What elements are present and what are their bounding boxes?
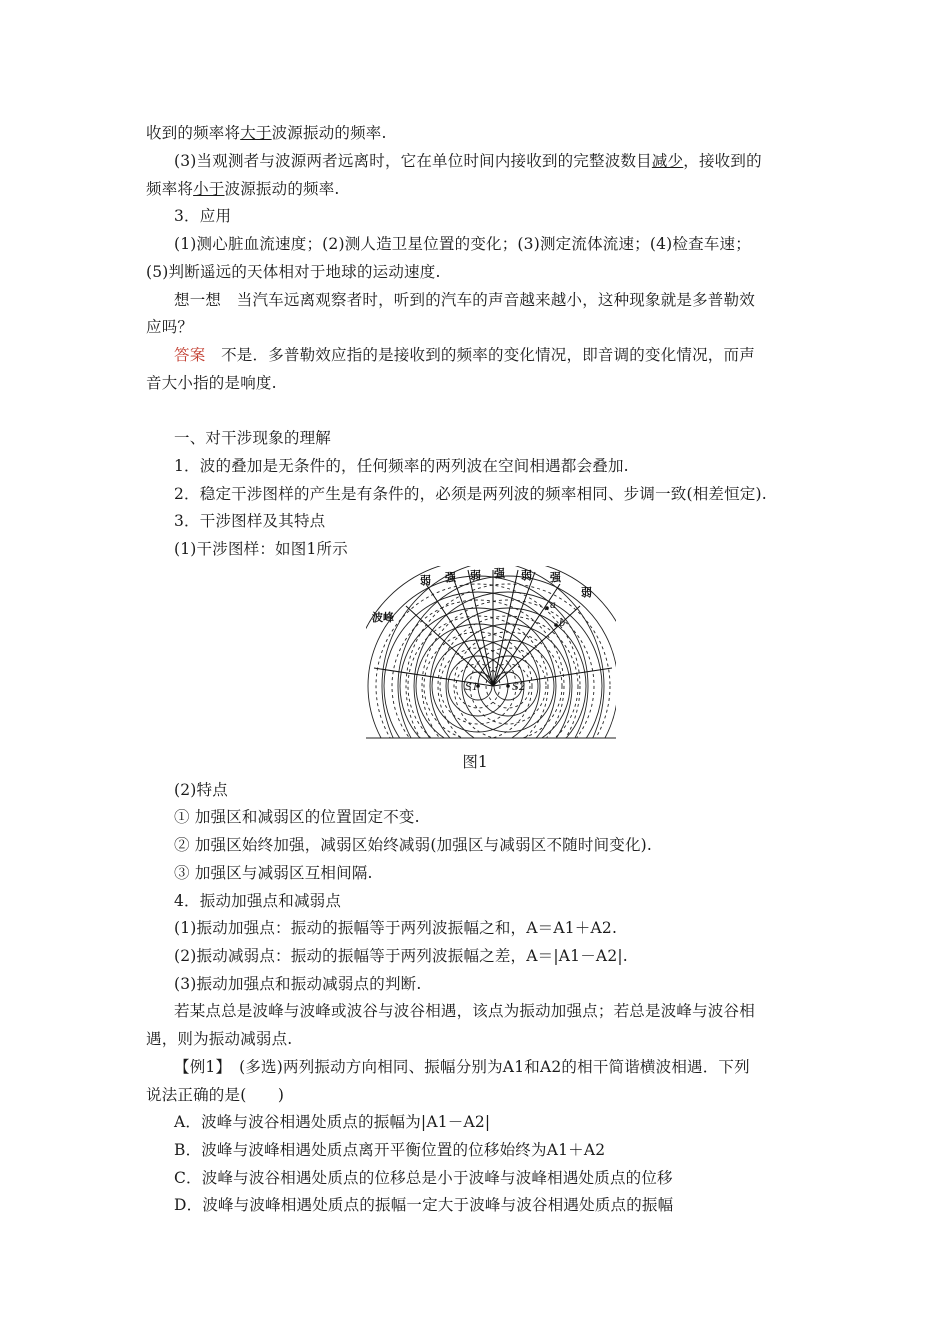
label-weak: 弱 [521, 569, 532, 582]
point-2: 2．稳定干涉图样的产生是有条件的，必须是两列波的频率相同、步调一致(相差恒定). [174, 485, 767, 503]
example-1-cont: 说法正确的是( ) [146, 1086, 285, 1104]
label-strong: 强 [445, 571, 456, 584]
option-d: D．波峰与波峰相遇处质点的振幅一定大于波峰与波谷相遇处质点的振幅 [174, 1196, 674, 1214]
figure-caption: 图1 [462, 753, 488, 771]
option-c: C．波峰与波谷相遇处质点的位移总是小于波峰与波峰相遇处质点的位移 [174, 1169, 673, 1187]
option-b: B．波峰与波峰相遇处质点离开平衡位置的位移始终为A1＋A2 [174, 1141, 606, 1159]
label-strong: 强 [494, 567, 505, 580]
feature-3: ③ 加强区与减弱区互相间隔. [174, 864, 373, 882]
source-2-dot [506, 684, 510, 688]
label-weak: 弱 [581, 586, 592, 599]
label-s2: S2 [512, 682, 526, 693]
point-3: 3．干涉图样及其特点 [174, 512, 326, 530]
judgement-rule: 若某点总是波峰与波峰或波谷与波谷相遇，该点为振动加强点；若总是波峰与波谷相 [174, 1002, 755, 1020]
point-4-1: (1)振动加强点：振动的振幅等于两列波振幅之和，A＝A1＋A2. [174, 919, 618, 937]
line-8: 应吗？ [146, 318, 194, 336]
label-s1: S1 [465, 682, 479, 693]
point-4-3: (3)振动加强点和振动减弱点的判断. [174, 975, 422, 993]
point-4: 4．振动加强点和减弱点 [174, 892, 342, 910]
label-b: b [559, 618, 566, 629]
point-1: 1．波的叠加是无条件的，任何频率的两列波在空间相遇都会叠加. [174, 457, 629, 475]
example-1: 【例1】 (多选)两列振动方向相同、振幅分别为A1和A2的相干简谐横波相遇．下列 [174, 1058, 750, 1076]
label-weak: 弱 [470, 569, 481, 582]
text: 波源振动的频率. [271, 124, 387, 142]
line-6: (5)判断遥远的天体相对于地球的运动速度. [146, 263, 441, 281]
answer-label: 答案 [174, 346, 206, 364]
text: 收到的频率将 [146, 124, 241, 142]
nodal-lines [374, 570, 612, 686]
label-strong: 强 [550, 571, 561, 584]
line-10: 音大小指的是响度. [146, 374, 277, 392]
feature-1: ① 加强区和减弱区的位置固定不变. [174, 808, 420, 826]
section-heading: 一、对干涉现象的理解 [174, 429, 332, 447]
line-5: (1)测心脏血流速度；(2)测人造卫星位置的变化；(3)测定流体流速；(4)检查车速； [174, 235, 751, 253]
judgement-rule-cont: 遇，则为振动减弱点. [146, 1030, 293, 1048]
answer-line [174, 344, 755, 366]
text: ，接收到的 [683, 152, 762, 170]
line-3 [146, 178, 340, 200]
point-a-dot [545, 606, 549, 610]
point-b-dot [554, 623, 558, 627]
text: (3)当观测者与波源两者远离时，它在单位时间内接收到的完整波数目 [174, 152, 652, 170]
line-2 [174, 150, 762, 172]
answer-blank: 大于 [240, 124, 272, 142]
label-a: a [550, 600, 556, 611]
heading-application: 3．应用 [174, 207, 232, 225]
label-weak: 弱 [420, 574, 431, 587]
option-a: A．波峰与波谷相遇处质点的振幅为|A1－A2| [174, 1113, 491, 1131]
point-4-2: (2)振动减弱点：振动的振幅等于两列波振幅之差，A＝|A1－A2|. [174, 947, 628, 965]
feature-2: ② 加强区始终加强，减弱区始终减弱(加强区与减弱区不随时间变化). [174, 836, 653, 854]
label-crest: 波峰 [372, 611, 394, 624]
answer-blank: 小于 [193, 180, 225, 198]
text: 频率将 [146, 180, 194, 198]
think-question: 想一想 当汽车远离观察者时，听到的汽车的声音越来越小，这种现象就是多普勒效 [174, 291, 755, 309]
answer-blank: 减少 [651, 152, 684, 170]
point-3-1: (1)干涉图样：如图1所示 [174, 540, 348, 558]
interference-figure [366, 566, 616, 742]
text: 波源振动的频率. [224, 180, 340, 198]
line-1 [146, 122, 387, 144]
features-heading: (2)特点 [174, 781, 228, 799]
text: 不是．多普勒效应指的是接收到的频率的变化情况，即音调的变化情况，而声 [205, 346, 755, 364]
